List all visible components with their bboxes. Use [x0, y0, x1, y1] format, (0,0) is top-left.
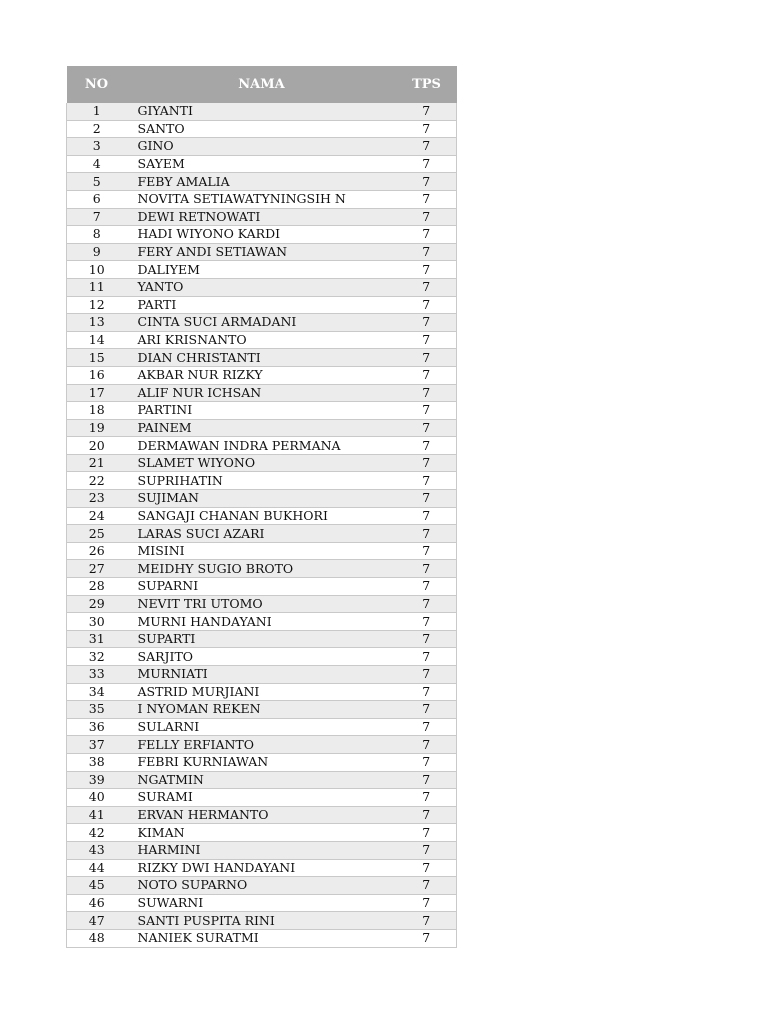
- row-name: SARJITO: [127, 648, 397, 666]
- row-name: HARMINI: [127, 841, 397, 859]
- table-row: [67, 912, 457, 930]
- row-number: 26: [67, 542, 127, 560]
- row-tps: 7: [397, 138, 457, 156]
- row-name: CINTA SUCI ARMADANI: [127, 314, 397, 332]
- table-row: [67, 894, 457, 912]
- row-number: 12: [67, 296, 127, 314]
- row-tps: 7: [397, 525, 457, 543]
- row-name: I NYOMAN REKEN: [127, 701, 397, 719]
- table-row: [67, 490, 457, 508]
- table-row: [67, 314, 457, 332]
- row-number: 34: [67, 683, 127, 701]
- table-row: [67, 437, 457, 455]
- row-tps: 7: [397, 613, 457, 631]
- row-number: 1: [67, 103, 127, 120]
- table-row: [67, 261, 457, 279]
- row-tps: 7: [397, 384, 457, 402]
- table-row: [67, 560, 457, 578]
- row-name: SUJIMAN: [127, 490, 397, 508]
- row-tps: 7: [397, 472, 457, 490]
- row-name: AKBAR NUR RIZKY: [127, 366, 397, 384]
- row-name: SUPARNI: [127, 578, 397, 596]
- row-tps: 7: [397, 419, 457, 437]
- row-name: MURNIATI: [127, 666, 397, 684]
- row-tps: 7: [397, 243, 457, 261]
- row-tps: 7: [397, 806, 457, 824]
- row-name: DEWI RETNOWATI: [127, 208, 397, 226]
- row-name: SULARNI: [127, 718, 397, 736]
- table-row: [67, 120, 457, 138]
- row-tps: 7: [397, 490, 457, 508]
- row-number: 28: [67, 578, 127, 596]
- row-name: MEIDHY SUGIO BROTO: [127, 560, 397, 578]
- row-tps: 7: [397, 578, 457, 596]
- row-tps: 7: [397, 331, 457, 349]
- row-number: 6: [67, 190, 127, 208]
- row-tps: 7: [397, 859, 457, 877]
- table-row: [67, 278, 457, 296]
- row-tps: 7: [397, 296, 457, 314]
- row-name: DALIYEM: [127, 261, 397, 279]
- row-number: 38: [67, 753, 127, 771]
- row-name: PARTINI: [127, 402, 397, 420]
- row-tps: 7: [397, 912, 457, 930]
- row-tps: 7: [397, 542, 457, 560]
- row-name: SAYEM: [127, 155, 397, 173]
- table-row: [67, 525, 457, 543]
- row-tps: 7: [397, 120, 457, 138]
- row-tps: 7: [397, 560, 457, 578]
- row-tps: 7: [397, 736, 457, 754]
- row-name: FELLY ERFIANTO: [127, 736, 397, 754]
- table-row: [67, 472, 457, 490]
- row-number: 43: [67, 841, 127, 859]
- column-header-nama: NAMA: [127, 66, 397, 103]
- row-tps: 7: [397, 789, 457, 807]
- table-row: [67, 243, 457, 261]
- row-name: ERVAN HERMANTO: [127, 806, 397, 824]
- row-tps: 7: [397, 630, 457, 648]
- table-header: [67, 66, 457, 103]
- row-tps: 7: [397, 894, 457, 912]
- row-name: YANTO: [127, 278, 397, 296]
- row-tps: 7: [397, 349, 457, 367]
- table-row: [67, 701, 457, 719]
- row-name: NANIEK SURATMI: [127, 929, 397, 947]
- row-name: NGATMIN: [127, 771, 397, 789]
- row-number: 14: [67, 331, 127, 349]
- row-number: 39: [67, 771, 127, 789]
- row-tps: 7: [397, 877, 457, 895]
- row-tps: 7: [397, 824, 457, 842]
- row-name: SANTO: [127, 120, 397, 138]
- row-tps: 7: [397, 648, 457, 666]
- table-row: [67, 190, 457, 208]
- row-number: 15: [67, 349, 127, 367]
- row-number: 7: [67, 208, 127, 226]
- row-name: SANTI PUSPITA RINI: [127, 912, 397, 930]
- row-number: 5: [67, 173, 127, 191]
- row-tps: 7: [397, 666, 457, 684]
- table-row: [67, 753, 457, 771]
- row-name: MURNI HANDAYANI: [127, 613, 397, 631]
- row-tps: 7: [397, 173, 457, 191]
- row-name: GINO: [127, 138, 397, 156]
- row-number: 40: [67, 789, 127, 807]
- table-row: [67, 841, 457, 859]
- row-number: 37: [67, 736, 127, 754]
- table-row: [67, 384, 457, 402]
- header-row: [67, 66, 457, 103]
- row-tps: 7: [397, 929, 457, 947]
- row-name: SUPARTI: [127, 630, 397, 648]
- row-tps: 7: [397, 437, 457, 455]
- row-name: DIAN CHRISTANTI: [127, 349, 397, 367]
- row-number: 44: [67, 859, 127, 877]
- table-row: [67, 929, 457, 947]
- row-tps: 7: [397, 507, 457, 525]
- row-name: FEBY AMALIA: [127, 173, 397, 191]
- table-row: [67, 507, 457, 525]
- row-name: NEVIT TRI UTOMO: [127, 595, 397, 613]
- row-name: ALIF NUR ICHSAN: [127, 384, 397, 402]
- row-number: 16: [67, 366, 127, 384]
- table-row: [67, 103, 457, 120]
- row-number: 10: [67, 261, 127, 279]
- row-tps: 7: [397, 103, 457, 120]
- table-row: [67, 226, 457, 244]
- table-row: [67, 366, 457, 384]
- row-tps: 7: [397, 771, 457, 789]
- row-tps: 7: [397, 278, 457, 296]
- table-row: [67, 595, 457, 613]
- row-name: SUPRIHATIN: [127, 472, 397, 490]
- row-number: 18: [67, 402, 127, 420]
- row-name: SURAMI: [127, 789, 397, 807]
- row-number: 3: [67, 138, 127, 156]
- row-tps: 7: [397, 366, 457, 384]
- table-row: [67, 666, 457, 684]
- table-row: [67, 578, 457, 596]
- row-tps: 7: [397, 595, 457, 613]
- row-number: 24: [67, 507, 127, 525]
- table-row: [67, 208, 457, 226]
- row-name: RIZKY DWI HANDAYANI: [127, 859, 397, 877]
- table-row: [67, 736, 457, 754]
- row-number: 25: [67, 525, 127, 543]
- table-row: [67, 789, 457, 807]
- row-number: 9: [67, 243, 127, 261]
- row-name: ASTRID MURJIANI: [127, 683, 397, 701]
- row-number: 13: [67, 314, 127, 332]
- row-number: 4: [67, 155, 127, 173]
- row-number: 8: [67, 226, 127, 244]
- row-number: 23: [67, 490, 127, 508]
- row-tps: 7: [397, 402, 457, 420]
- row-tps: 7: [397, 155, 457, 173]
- row-tps: 7: [397, 261, 457, 279]
- row-name: FERY ANDI SETIAWAN: [127, 243, 397, 261]
- row-number: 36: [67, 718, 127, 736]
- table-row: [67, 419, 457, 437]
- table-row: [67, 877, 457, 895]
- row-name: SUWARNI: [127, 894, 397, 912]
- row-number: 33: [67, 666, 127, 684]
- row-name: PARTI: [127, 296, 397, 314]
- row-number: 46: [67, 894, 127, 912]
- row-name: SLAMET WIYONO: [127, 454, 397, 472]
- voter-table: [66, 66, 457, 948]
- column-header-tps: TPS: [397, 66, 457, 103]
- table-row: [67, 613, 457, 631]
- row-number: 27: [67, 560, 127, 578]
- table-row: [67, 630, 457, 648]
- row-name: GIYANTI: [127, 103, 397, 120]
- row-number: 19: [67, 419, 127, 437]
- row-tps: 7: [397, 718, 457, 736]
- table-row: [67, 859, 457, 877]
- row-number: 35: [67, 701, 127, 719]
- row-number: 47: [67, 912, 127, 930]
- row-tps: 7: [397, 753, 457, 771]
- row-tps: 7: [397, 841, 457, 859]
- row-name: LARAS SUCI AZARI: [127, 525, 397, 543]
- table-row: [67, 683, 457, 701]
- table-row: [67, 296, 457, 314]
- table-row: [67, 454, 457, 472]
- row-number: 29: [67, 595, 127, 613]
- table-row: [67, 138, 457, 156]
- table-row: [67, 648, 457, 666]
- table-row: [67, 718, 457, 736]
- table-row: [67, 331, 457, 349]
- table-body: [67, 103, 457, 947]
- table-row: [67, 173, 457, 191]
- row-tps: 7: [397, 226, 457, 244]
- row-number: 41: [67, 806, 127, 824]
- row-name: SANGAJI CHANAN BUKHORI: [127, 507, 397, 525]
- table-row: [67, 542, 457, 560]
- table-row: [67, 806, 457, 824]
- row-number: 31: [67, 630, 127, 648]
- row-number: 11: [67, 278, 127, 296]
- row-number: 48: [67, 929, 127, 947]
- row-number: 21: [67, 454, 127, 472]
- row-name: NOTO SUPARNO: [127, 877, 397, 895]
- row-name: HADI WIYONO KARDI: [127, 226, 397, 244]
- row-tps: 7: [397, 454, 457, 472]
- table-row: [67, 824, 457, 842]
- row-name: KIMAN: [127, 824, 397, 842]
- row-name: PAINEM: [127, 419, 397, 437]
- row-name: ARI KRISNANTO: [127, 331, 397, 349]
- row-name: MISINI: [127, 542, 397, 560]
- table-row: [67, 771, 457, 789]
- row-number: 30: [67, 613, 127, 631]
- row-number: 32: [67, 648, 127, 666]
- row-tps: 7: [397, 701, 457, 719]
- row-number: 2: [67, 120, 127, 138]
- row-tps: 7: [397, 190, 457, 208]
- row-number: 45: [67, 877, 127, 895]
- row-number: 42: [67, 824, 127, 842]
- row-tps: 7: [397, 314, 457, 332]
- table-row: [67, 402, 457, 420]
- row-name: DERMAWAN INDRA PERMANA: [127, 437, 397, 455]
- row-number: 20: [67, 437, 127, 455]
- row-tps: 7: [397, 683, 457, 701]
- row-name: NOVITA SETIAWATYNINGSIH N: [127, 190, 397, 208]
- row-number: 22: [67, 472, 127, 490]
- table-row: [67, 349, 457, 367]
- row-name: FEBRI KURNIAWAN: [127, 753, 397, 771]
- table-row: [67, 155, 457, 173]
- row-tps: 7: [397, 208, 457, 226]
- row-number: 17: [67, 384, 127, 402]
- column-header-no: NO: [67, 66, 127, 103]
